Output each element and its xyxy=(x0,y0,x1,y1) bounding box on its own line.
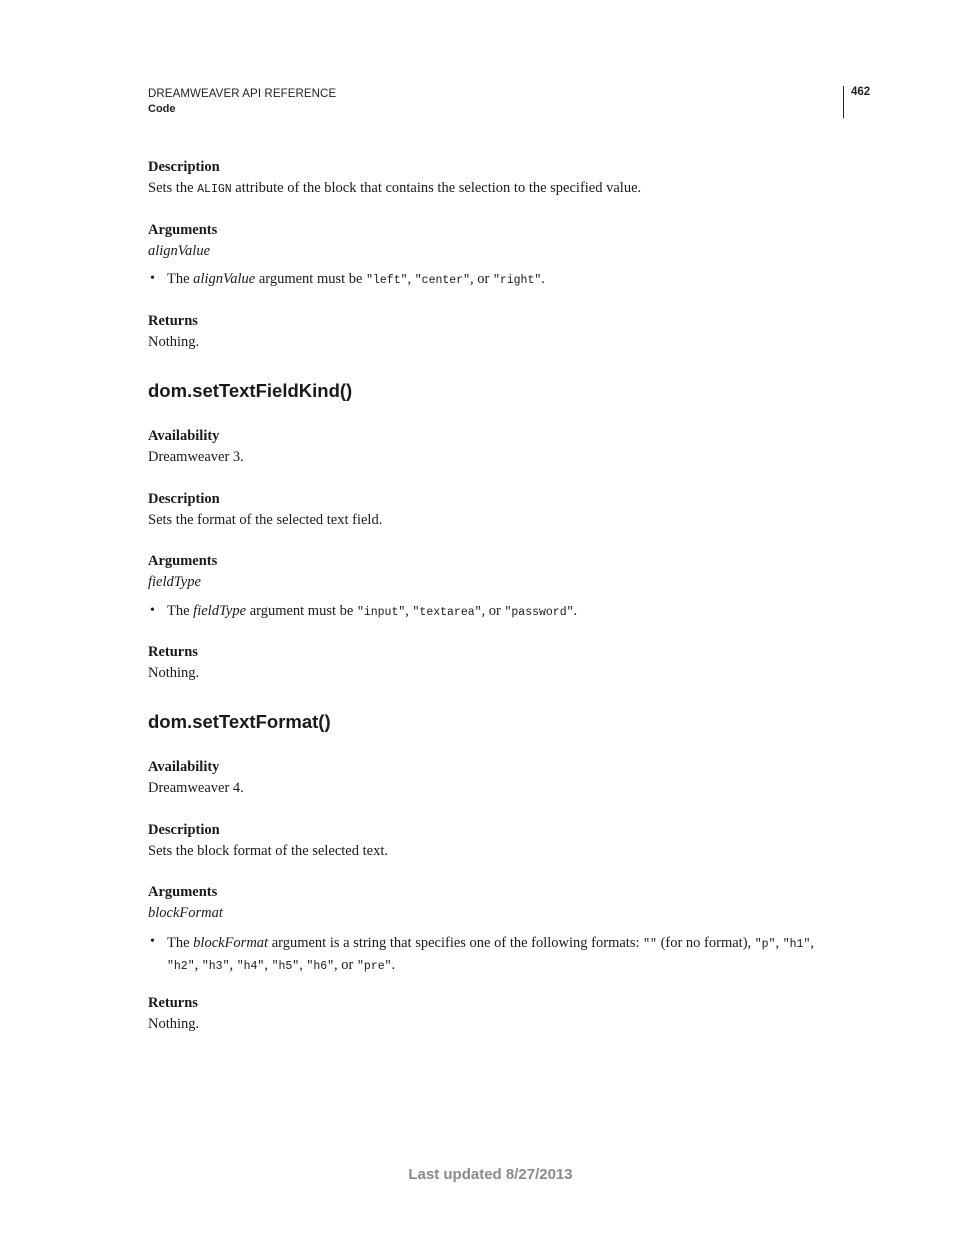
argument-name: blockFormat xyxy=(148,905,223,921)
returns-label: Returns xyxy=(148,644,198,660)
returns-text: Nothing. xyxy=(148,1016,200,1032)
bullet-marker: • xyxy=(150,271,155,286)
description-text: Sets the block format of the selected text. xyxy=(148,843,388,859)
argument-bullet: The alignValue argument must be "left", "center", or "right". xyxy=(167,271,545,287)
description-text: Sets the format of the selected text field. xyxy=(148,512,383,528)
bullet-marker: • xyxy=(150,934,155,949)
argument-name: alignValue xyxy=(148,243,211,259)
arguments-label: Arguments xyxy=(148,222,218,238)
running-header-section: Code xyxy=(148,103,176,115)
availability-text: Dreamweaver 3. xyxy=(148,449,244,465)
description-label: Description xyxy=(148,491,220,507)
description-label: Description xyxy=(148,159,220,175)
availability-text: Dreamweaver 4. xyxy=(148,780,244,796)
bullet-marker: • xyxy=(150,603,155,618)
returns-text: Nothing. xyxy=(148,334,200,350)
description-label: Description xyxy=(148,822,220,838)
last-updated-footer: Last updated 8/27/2013 xyxy=(408,1166,573,1183)
availability-label: Availability xyxy=(148,428,220,444)
arguments-label: Arguments xyxy=(148,553,218,569)
returns-label: Returns xyxy=(148,995,198,1011)
argument-bullet: The fieldType argument must be "input", "textarea", or "password". xyxy=(167,603,578,619)
availability-label: Availability xyxy=(148,759,220,775)
argument-name: fieldType xyxy=(148,574,201,590)
header-divider xyxy=(843,86,844,118)
returns-text: Nothing. xyxy=(148,665,200,681)
section-heading: dom.setTextFormat() xyxy=(148,711,331,732)
running-header-title: DREAMWEAVER API REFERENCE xyxy=(148,88,337,100)
arguments-label: Arguments xyxy=(148,884,218,900)
section-heading: dom.setTextFieldKind() xyxy=(148,380,353,401)
returns-label: Returns xyxy=(148,313,198,329)
page-number: 462 xyxy=(851,86,871,98)
description-text: Sets the ALIGN attribute of the block that contains the selection to the specified value. xyxy=(148,180,642,196)
argument-bullet: The blockFormat argument is a string that specifies one of the following formats: "" (for no format), "p", "h1", "h2", "h3", "h4", "h5", "h6", or "pre". xyxy=(167,935,814,973)
